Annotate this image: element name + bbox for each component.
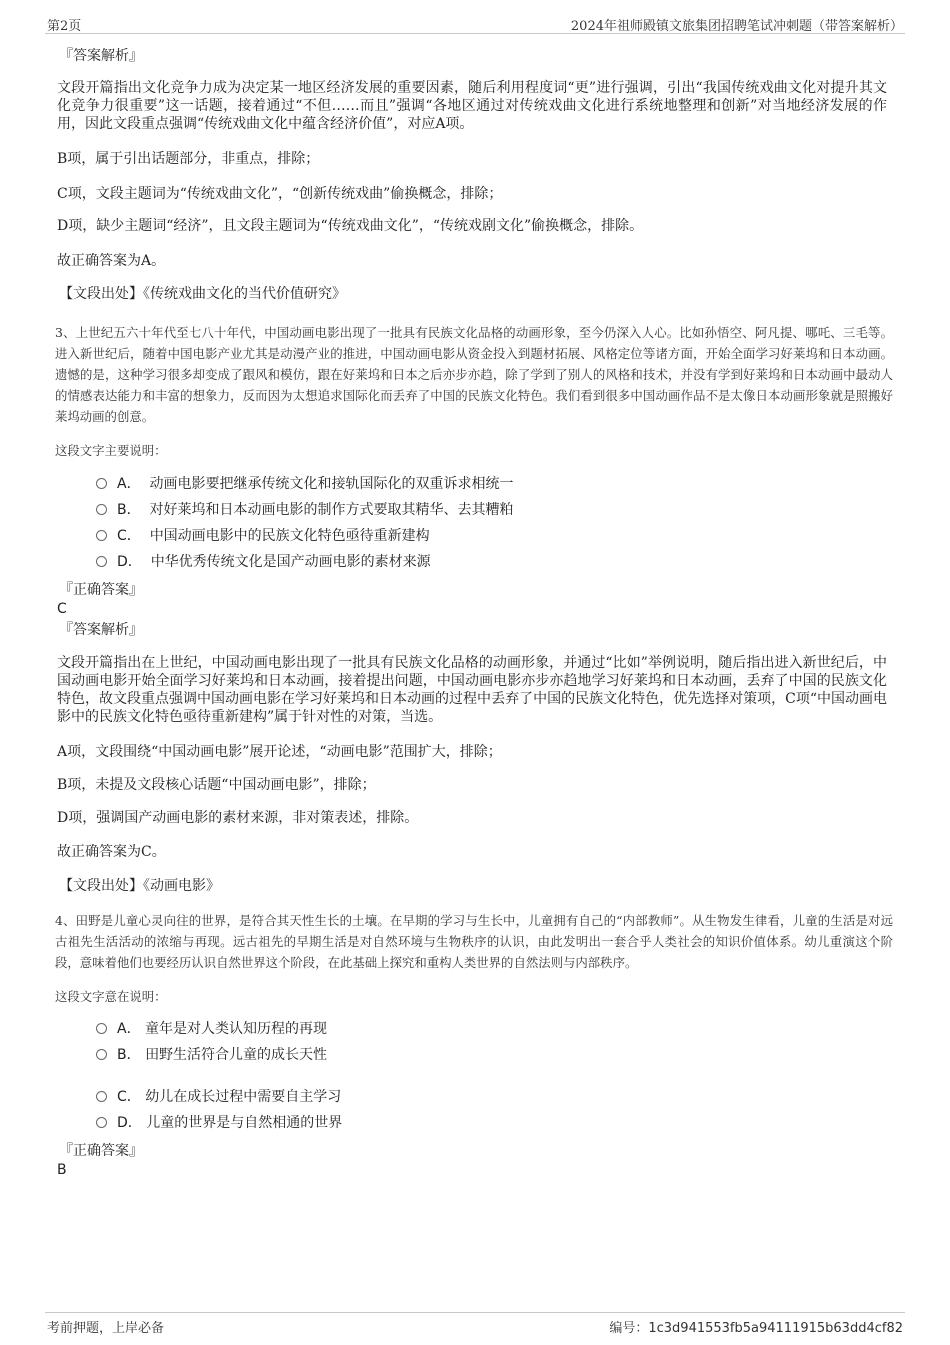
q3-answer-label: 『正确答案』 [59,582,143,598]
q3-answer-conclusion: 故正确答案为C。 [57,844,166,860]
q3-source: 【文段出处】《动画电影》 [59,878,220,894]
q3-stem: 这段文字主要说明： [55,443,167,458]
q3-option-d[interactable]: D． 中华优秀传统文化是国产动画电影的素材来源 [96,554,431,571]
radio-icon[interactable] [96,504,107,515]
radio-icon[interactable] [96,556,107,567]
document-code: 编号：1c3d941553fb5a94111915b63dd4cf82 [609,1321,903,1336]
radio-icon[interactable] [96,1091,107,1102]
radio-icon[interactable] [96,530,107,541]
q2-answer-conclusion: 故正确答案为A。 [57,253,166,269]
radio-icon[interactable] [96,1117,107,1128]
q2-analysis-c: C项，文段主题词为“传统戏曲文化”，“创新传统戏曲”偷换概念，排除； [57,186,503,202]
q4-option-a[interactable]: A． 童年是对人类认知历程的再现 [96,1021,327,1038]
q3-option-c[interactable]: C． 中国动画电影中的民族文化特色亟待重新建构 [96,528,430,545]
radio-icon[interactable] [96,1023,107,1034]
page-number: 第2页 [47,19,82,34]
q4-option-d[interactable]: D． 儿童的世界是与自然相通的世界 [96,1115,342,1132]
q3-analysis-label: 『答案解析』 [59,622,143,638]
q3-option-a[interactable]: A． 动画电影要把继承传统文化和接轨国际化的双重诉求相统一 [96,476,513,493]
document-title: 2024年祖师殿镇文旅集团招聘笔试冲刺题（带答案解析） [570,19,903,34]
q3-analysis-a: A项，文段围绕“中国动画电影”展开论述，“动画电影”范围扩大，排除； [57,744,502,760]
q3-analysis-paragraph: 文段开篇指出在上世纪，中国动画电影出现了一批具有民族文化品格的动画形象，并通过“比如”举例说明，随后指出进入新世纪后，中国动画电影开始全面学习好莱坞和日本动画，接着提出问题，中国动画电影亦步亦趋地学习好莱坞和日本动画，丢弃了中国的民族文化特色，故文段重点强调中国动画电影在学习好莱坞和日本动画的过程中丢弃了中国的民族文化特色，优先选择对策项，C项“中国动画电影中的民族文化特色亟待重新建构”属于针对性的对策，当选。 [57,655,887,725]
q4-question-text: 4、田野是儿童心灵向往的世界，是符合其天性生长的土壤。在早期的学习与生长中，儿童拥有自己的“内部教师”。从生物发生律看，儿童的生活是对远古祖先生活活动的浓缩与再现。远古祖先的早期生活是对自然环境与生物秩序的认识，由此发明出一套合乎人类社会的知识价值体系。幼儿重演这个阶段，意味着他们也要经历认识自然世界这个阶段，在此基础上探究和重构人类世界的自然法则与内部秩序。 [55,913,893,970]
q2-source: 【文段出处】《传统戏曲文化的当代价值研究》 [59,286,346,302]
q3-answer: C [57,601,67,617]
radio-icon[interactable] [96,478,107,489]
radio-icon[interactable] [96,1049,107,1060]
q2-analysis-d: D项，缺少主题词“经济”，且文段主题词为“传统戏曲文化”，“传统戏剧文化”偷换概念，排除。 [57,218,644,234]
q2-analysis-paragraph: 文段开篇指出文化竞争力成为决定某一地区经济发展的重要因素，随后利用程度词“更”进行强调，引出“我国传统戏曲文化对提升其文化竞争力很重要”这一话题，接着通过“不但……而且”强调“各地区通过对传统戏曲文化进行系统地整理和创新”对当地经济发展的作用，因此文段重点强调“传统戏曲文化中蕴含经济价值”，对应A项。 [57,80,887,132]
q4-option-b[interactable]: B． 田野生活符合儿童的成长天性 [96,1047,327,1064]
q3-option-b[interactable]: B． 对好莱坞和日本动画电影的制作方式要取其精华、去其糟粕 [96,502,514,519]
page-header [45,13,905,34]
q3-analysis-d: D项，强调国产动画电影的素材来源，非对策表述，排除。 [57,810,419,826]
q3-question-text: 3、上世纪五六十年代至七八十年代，中国动画电影出现了一批具有民族文化品格的动画形象，至今仍深入人心。比如孙悟空、阿凡提、哪吒、三毛等。进入新世纪后，随着中国电影产业尤其是动漫产业的推进，中国动画电影从资金投入到题材拓展、风格定位等诸方面，开始全面学习好莱坞和日本动画。遗憾的是，这种学习很多却变成了跟风和模仿，跟在好莱坞和日本之后亦步亦趋，除了学到了别人的风格和技术，并没有学到好莱坞和日本动画中最动人的情感表达能力和丰富的想象力，反而因为太想追求国际化而丢弃了中国的民族文化特色。我们看到很多中国动画作品不是太像日本动画形象就是照搬好莱坞动画的创意。 [55,325,893,424]
q4-answer-label: 『正确答案』 [59,1143,143,1159]
q2-analysis-label: 『答案解析』 [59,48,143,64]
q4-answer: B [57,1162,67,1178]
q3-analysis-b: B项，未提及文段核心话题“中国动画电影”，排除； [57,777,376,793]
footer-slogan: 考前押题，上岸必备 [47,1321,165,1336]
page-footer [45,1312,905,1337]
q4-stem: 这段文字意在说明： [55,989,167,1004]
q2-analysis-b: B项，属于引出话题部分，非重点，排除； [57,151,320,167]
q4-option-c[interactable]: C． 幼儿在成长过程中需要自主学习 [96,1089,341,1106]
